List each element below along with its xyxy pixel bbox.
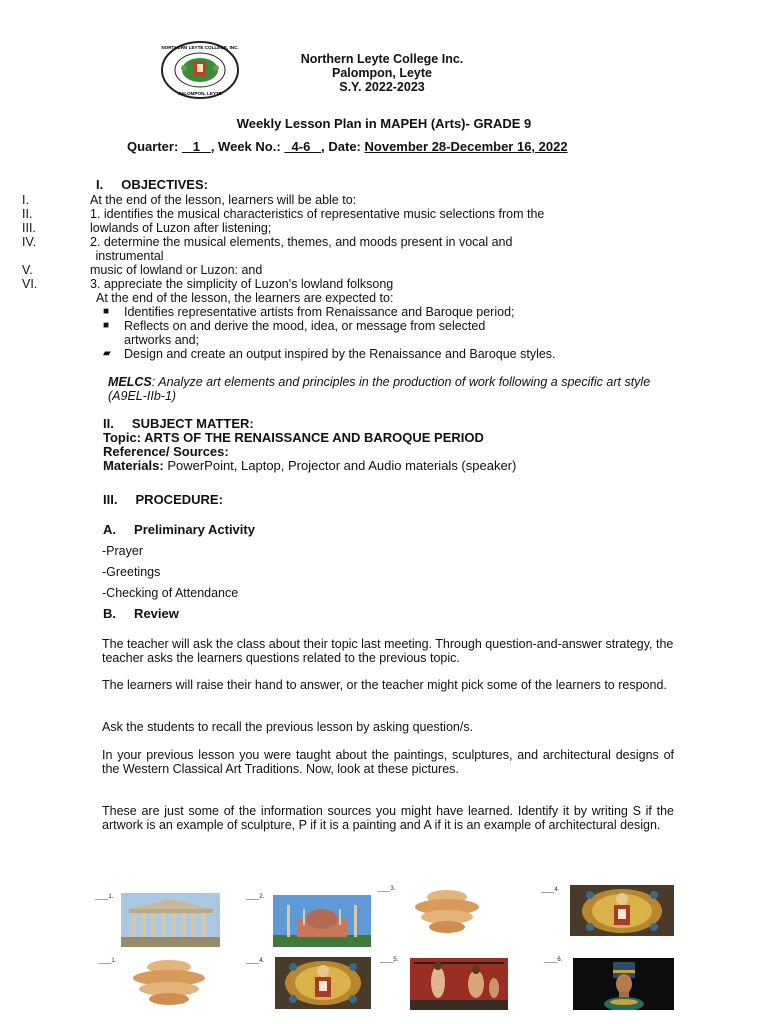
objective-line: 1. identifies the musical characteristics of representative music selections from the [90, 207, 545, 221]
week-value: 4-6 [284, 139, 322, 154]
reference-line: Reference/ Sources: [103, 444, 229, 459]
review-paragraph: In your previous lesson you were taught about the paintings, sculptures, and architectural designs of the Western Classical Art Traditions. Now, look at these pictures. [102, 748, 674, 776]
subject-matter-heading: II. SUBJECT MATTER: [103, 416, 254, 431]
college-seal [160, 40, 240, 100]
quarter-label: Quarter: [127, 139, 179, 154]
bullet-text: artworks and; [124, 333, 200, 347]
school-year: S.Y. 2022-2023 [339, 80, 425, 94]
school-town: Palompon, Leyte [331, 66, 433, 80]
quarter-value: 1 [181, 139, 211, 154]
week-label: , Week No.: [210, 139, 281, 154]
answer-blank: ____1. [95, 894, 114, 900]
objective-number: IV. [22, 235, 37, 249]
quarter-week-date-line [127, 139, 568, 154]
hagia-sophia-image [273, 895, 371, 947]
byzantine-mosaic-image [570, 885, 674, 936]
answer-blank: ____3. [377, 886, 396, 892]
review-heading: B. Review [103, 606, 179, 621]
objective-number: III. [22, 221, 36, 235]
expected-intro: At the end of the lesson, the learners are expected to: [96, 291, 394, 305]
answer-blank: ____4. [246, 958, 265, 964]
materials-label: Materials: [103, 458, 164, 473]
objective-line: instrumental [92, 249, 164, 263]
parthenon-image [121, 893, 220, 947]
review-paragraph: Ask the students to recall the previous lesson by asking question/s. [102, 720, 474, 734]
preliminary-heading: A. Preliminary Activity [103, 522, 255, 537]
bullet-icon: ■ [103, 320, 110, 331]
bullet-text: Identifies representative artists from Renaissance and Baroque period; [124, 305, 515, 319]
materials-value: PowerPoint, Laptop, Projector and Audio materials (speaker) [163, 458, 517, 473]
objective-number: VI. [22, 277, 38, 291]
plan-title: Weekly Lesson Plan in MAPEH (Arts)- GRADE 9 [236, 116, 532, 131]
bullet-text: Reflects on and derive the mood, idea, or message from selected [124, 319, 486, 333]
materials-line [103, 459, 516, 473]
objective-number: II. [22, 207, 33, 221]
bullet-icon: ▰ [103, 348, 111, 359]
objective-line: music of lowland or Luzon: and [90, 263, 263, 277]
objective-number: I. [22, 193, 29, 207]
objective-line: At the end of the lesson, learners will be able to: [90, 193, 357, 207]
procedure-heading: III. PROCEDURE: [103, 492, 223, 507]
date-value: November 28-December 16, 2022 [364, 139, 568, 154]
nefertiti-bust-image [573, 958, 674, 1010]
objective-line: 2. determine the musical elements, themes, and moods present in vocal and [90, 235, 513, 249]
objective-line: 3. appreciate the simplicity of Luzon's lowland folksong [90, 277, 394, 291]
objective-number: V. [22, 263, 33, 277]
svg-text:PALOMPON, LEYTE: PALOMPON, LEYTE [178, 91, 222, 96]
melcs-statement [108, 375, 668, 403]
answer-blank: ____6. [544, 957, 563, 963]
review-paragraph: These are just some of the information sources you might have learned. Identify it by writing S if the artwork is an example of sculpture, P if it is a painting and A if it is an example of architectural design. [102, 804, 674, 832]
answer-blank: ____1. [98, 958, 117, 964]
review-paragraph: The learners will raise their hand to answer, or the teacher might pick some of the learners to respond. [102, 678, 667, 692]
answer-blank: ____5. [380, 957, 399, 963]
objective-line: lowlands of Luzon after listening; [90, 221, 272, 235]
preliminary-item: -Prayer [102, 544, 143, 558]
preliminary-item: -Checking of Attendance [102, 586, 239, 600]
stacked-sculpture-image [410, 887, 484, 935]
answer-blank: ____4. [541, 887, 560, 893]
bullet-icon: ■ [103, 306, 110, 317]
roman-fresco-image [410, 958, 508, 1010]
melcs-label: MELCS [108, 375, 152, 389]
school-name: Northern Leyte College Inc. [300, 52, 464, 66]
byzantine-mosaic-image [275, 957, 371, 1009]
svg-text:NORTHERN LEYTE COLLEGE, INC.: NORTHERN LEYTE COLLEGE, INC. [161, 45, 239, 50]
answer-blank: ____2. [246, 894, 265, 900]
review-paragraph: The teacher will ask the class about their topic last meeting. Through question-and-answer strategy, the teacher asks the learners questions related to the previous topic. [102, 637, 674, 665]
preliminary-item: -Greetings [102, 565, 161, 579]
objectives-heading: I. OBJECTIVES: [96, 177, 208, 192]
date-label: , Date: [321, 139, 361, 154]
stacked-sculpture-image [124, 957, 214, 1007]
melcs-text: : Analyze art elements and principles in the production of work following a specific art style (A9EL-IIb-1) [108, 375, 651, 403]
topic-line: Topic: ARTS OF THE RENAISSANCE AND BAROQUE PERIOD [103, 430, 484, 445]
bullet-text: Design and create an output inspired by the Renaissance and Baroque styles. [124, 347, 556, 361]
